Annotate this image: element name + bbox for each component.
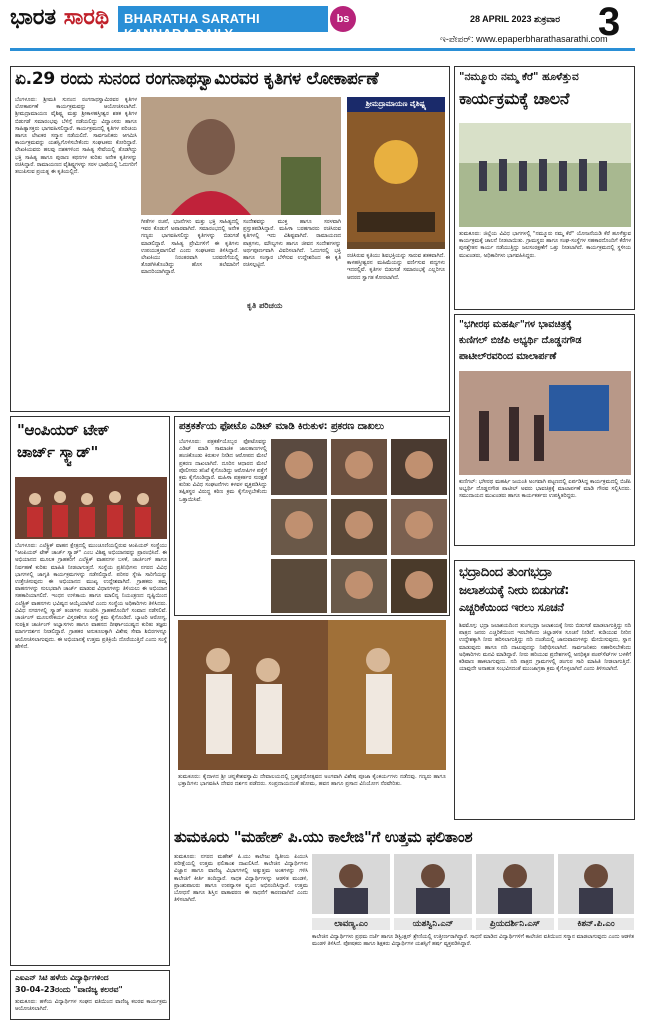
headline-line-2: ಕಾರ್ಯಕ್ರಮಕ್ಕೆ ಚಾಲನೆ — [459, 89, 570, 108]
article-bhagiratha — [454, 314, 635, 546]
article-body-col2: ಗೀತೆಗಳ ರಚನೆ, ಭಜನೆಗಳು ಮತ್ತು ಭಕ್ತಿ ಸಾಹಿತ್ಯದಲ್ಲಿ ಇವರ ಕೊಡುಗೆ ಅಪಾರವಾಗಿದೆ. ಸಮಾರಂಭದಲ್ಲಿ ಅನೇಕ ಗಣ್ಯರು ಭಾಗವಹಿಸಲಿದ್ದು ಕೃತಿಗಳನ್ನು ಬಿಡುಗಡೆ ಮಾಡಲಿದ್ದಾರೆ. ಸಾಹಿತ್ಯ ಪ್ರೇಮಿಗಳಿಗೆ ಈ ಕೃತಿಗಳು ಉಪಯುಕ್ತವಾಗಲಿವೆ ಎಂದು ಸಂಘಟಕರು ತಿಳಿಸಿದ್ದಾರೆ. ಲೇಖಕಿಯು ನಿರಂತರವಾಗಿ ಬರವಣಿಗೆಯಲ್ಲಿ ತೊಡಗಿಸಿಕೊಂಡಿದ್ದು ಹೊಸ ತಲೆಮಾರಿಗೆ ಮಾದರಿಯಾಗಿದ್ದಾರೆ. — [141, 219, 239, 276]
article-body: ತುಮಕೂರು: ನಗರದ ಮಹೇಶ್ ಪಿ.ಯು ಕಾಲೇಜು ದ್ವಿತೀಯ ಪಿಯುಸಿ ಪರೀಕ್ಷೆಯಲ್ಲಿ ಉತ್ತಮ ಫಲಿತಾಂಶ ದಾಖಲಿಸಿದೆ. ಕಾಲೇಜಿನ ವಿದ್ಯಾರ್ಥಿಗಳು ವಿಜ್ಞಾನ ಹಾಗೂ ವಾಣಿಜ್ಯ ವಿಭಾಗಗಳಲ್ಲಿ ಅತ್ಯುತ್ತಮ ಅಂಕಗಳನ್ನು ಗಳಿಸಿ ಕಾಲೇಜಿಗೆ ಕೀರ್ತಿ ತಂದಿದ್ದಾರೆ. ಸಾಧಕ ವಿದ್ಯಾರ್ಥಿಗಳನ್ನು ಆಡಳಿತ ಮಂಡಳಿ, ಪ್ರಾಂಶುಪಾಲರು ಹಾಗೂ ಉಪನ್ಯಾಸಕ ವೃಂದ ಅಭಿನಂದಿಸಿದ್ದಾರೆ. ಉತ್ತಮ ಬೋಧನೆ ಹಾಗೂ ಶಿಸ್ತಿನ ವಾತಾವರಣ ಈ ಸಾಧನೆಗೆ ಕಾರಣವಾಗಿದೆ ಎಂದು ತಿಳಿಸಲಾಗಿದೆ. — [174, 854, 308, 904]
article-body: ತುಮಕೂರು: ಹಳೆಯ ವಿದ್ಯಾರ್ಥಿಗಳ ಸಂಘದ ವತಿಯಿಂದ ವಾಣಿಜ್ಯ ಕಲರವ ಕಾರ್ಯಕ್ರಮ ಆಯೋಜಿಸಲಾಗಿದೆ. — [15, 999, 167, 1013]
crowd-graphic — [459, 123, 631, 227]
portrait-grid-graphic — [271, 439, 447, 613]
headline-line-1: ಭದ್ರಾದಿಂದ ತುಂಗಭದ್ರಾ — [459, 565, 553, 580]
results-body: ಕಾಲೇಜಿನ ವಿದ್ಯಾರ್ಥಿಗಳು ಪ್ರಥಮ ದರ್ಜೆ ಹಾಗೂ ಡಿಸ್ಟಿಂಕ್ಷನ್ ಶ್ರೇಣಿಯಲ್ಲಿ ಉತ್ತೀರ್ಣರಾಗಿದ್ದಾರೆ. ಸಾಧನೆ ಮಾಡಿದ ವಿದ್ಯಾರ್ಥಿಗಳಿಗೆ ಕಾಲೇಜಿನ ವತಿಯಿಂದ ಸನ್ಮಾನ ಮಾಡಲಾಗುವುದು ಎಂದು ಆಡಳಿತ ಮಂಡಳಿ ತಿಳಿಸಿದೆ. ಪೋಷಕರು ಹಾಗೂ ಶಿಕ್ಷಕರು ವಿದ್ಯಾರ್ಥಿಗಳ ಯಶಸ್ಸಿಗೆ ಹರ್ಷ ವ್ಯಕ್ತಪಡಿಸಿದ್ದಾರೆ. — [312, 934, 634, 948]
student-card — [476, 854, 554, 930]
subhead: ಕೃತಿ ಪರಿಚಯ — [247, 301, 283, 310]
author-photo — [141, 97, 341, 215]
article-body: ಬೆಂಗಳೂರು: ಎಲೆಕ್ಟ್ರಿಕ್ ವಾಹನ ಕ್ಷೇತ್ರದಲ್ಲಿ ಮುಂಚೂಣಿಯಲ್ಲಿರುವ ಆಂಪಿಯರ್ ಸಂಸ್ಥೆಯು "ಆಂಪಿಯರ್ ಟೇಕ್ ಚಾರ್ಜ್ ಸ್ಕ್ವಾಡ್" ಎಂಬ ವಿಶಿಷ್ಟ ಅಭಿಯಾನವನ್ನು ಪ್ರಾರಂಭಿಸಿದೆ. ಈ ಅಭಿಯಾನದ ಮೂಲಕ ಗ್ರಾಹಕರಿಗೆ ಎಲೆಕ್ಟ್ರಿಕ್ ವಾಹನಗಳ ಬಳಕೆ, ಚಾರ್ಜಿಂಗ್ ಹಾಗೂ ನಿರ್ವಹಣೆ ಕುರಿತು ಮಾಹಿತಿ ನೀಡಲಾಗುತ್ತದೆ. ಸಂಸ್ಥೆಯ ಪ್ರತಿನಿಧಿಗಳು ನಗರದ ವಿವಿಧ ಭಾಗಗಳಲ್ಲಿ ಜಾಗೃತಿ ಕಾರ್ಯಕ್ರಮಗಳನ್ನು ನಡೆಸಲಿದ್ದಾರೆ. ಪರಿಸರ ಸ್ನೇಹಿ ಸಾರಿಗೆಯನ್ನು ಉತ್ತೇಜಿಸುವುದು ಈ ಅಭಿಯಾನದ ಮುಖ್ಯ ಉದ್ದೇಶವಾಗಿದೆ. ಗ್ರಾಹಕರು ತಮ್ಮ ವಾಹನಗಳನ್ನು ಸುಲಭವಾಗಿ ಚಾರ್ಜ್ ಮಾಡುವ ವಿಧಾನಗಳನ್ನು ತಿಳಿಯಲು ಈ ಅಭಿಯಾನ ಸಹಕಾರಿಯಾಗಲಿದೆ. ಇಂಧನ ಉಳಿತಾಯ ಹಾಗೂ ಮಾಲಿನ್ಯ ನಿಯಂತ್ರಣದ ದೃಷ್ಟಿಯಿಂದ ಎಲೆಕ್ಟ್ರಿಕ್ ವಾಹನಗಳು ಭವಿಷ್ಯದ ಆಯ್ಕೆಯಾಗಿವೆ ಎಂದು ಸಂಸ್ಥೆಯ ಅಧಿಕಾರಿಗಳು ತಿಳಿಸಿದರು. ವಿವಿಧ ನಗರಗಳಲ್ಲಿ ಸ್ಕ್ವಾಡ್ ತಂಡಗಳು ಸಂಚರಿಸಿ ಗ್ರಾಹಕರೊಂದಿಗೆ ಸಂವಾದ ನಡೆಸಲಿವೆ. ಚಾರ್ಜಿಂಗ್ ಮೂಲಸೌಕರ್ಯ ವಿಸ್ತರಣೆಗೂ ಸಂಸ್ಥೆ ಕ್ರಮ ಕೈಗೊಂಡಿದೆ. ಬ್ಯಾಟರಿ ಆರೋಗ್ಯ, ಸುರಕ್ಷಿತ ಚಾರ್ಜಿಂಗ್ ಅಭ್ಯಾಸಗಳು ಹಾಗೂ ವಾಹನದ ದೀರ್ಘಾಯುಷ್ಯದ ಕುರಿತು ತಜ್ಞರು ಮಾರ್ಗದರ್ಶನ ನೀಡಲಿದ್ದಾರೆ. ಗ್ರಾಹಕರ ಅನುಕೂಲಕ್ಕಾಗಿ ವಿಶೇಷ ಸೇವಾ ಶಿಬಿರಗಳನ್ನೂ ಆಯೋಜಿಸಲಾಗುವುದು. ಈ ಅಭಿಯಾನಕ್ಕೆ ಉತ್ತಮ ಪ್ರತಿಕ್ರಿಯೆ ದೊರೆಯುತ್ತಿದೆ ಎಂದು ಸಂಸ್ಥೆ ಹೇಳಿದೆ. — [15, 543, 167, 650]
temple-graphic — [178, 620, 446, 770]
student-photo — [394, 854, 472, 914]
headline-line-1: ಎಐಎನ್ ಸಿಟಿ ಹಳೆಯ ವಿದ್ಯಾರ್ಥಿಗಳಿಂದ — [15, 973, 109, 982]
student-photo — [476, 854, 554, 914]
garlanding-photo — [459, 371, 631, 475]
article-body: ತುಮಕೂರು: ಜಿಲ್ಲೆಯ ವಿವಿಧ ಭಾಗಗಳಲ್ಲಿ "ನಮ್ಮೂರು ನಮ್ಮ ಕೆರೆ" ಯೋಜನೆಯಡಿ ಕೆರೆ ಹೂಳೆತ್ತುವ ಕಾರ್ಯಕ್ರಮಕ್ಕೆ ಚಾಲನೆ ನೀಡಲಾಯಿತು. ಗ್ರಾಮಸ್ಥರು ಹಾಗೂ ಸಂಘ-ಸಂಸ್ಥೆಗಳ ಸಹಕಾರದೊಂದಿಗೆ ಕೆರೆಗಳ ಪುನಶ್ಚೇತನ ಕಾರ್ಯ ನಡೆಯುತ್ತಿದ್ದು ಜಲಸಂರಕ್ಷಣೆಗೆ ಒತ್ತು ನೀಡಲಾಗಿದೆ. ಕಾರ್ಯಕ್ರಮದಲ್ಲಿ ಸ್ಥಳೀಯ ಮುಖಂಡರು, ಅಧಿಕಾರಿಗಳು ಭಾಗವಹಿಸಿದ್ದರು. — [459, 231, 631, 259]
article-body: ಬೆಂಗಳೂರು: ಪತ್ರಕರ್ತೆಯೊಬ್ಬರ ಫೋಟೊವನ್ನು ಎಡಿಟ್ ಮಾಡಿ ಸಾಮಾಜಿಕ ಜಾಲತಾಣಗಳಲ್ಲಿ ಹಂಚಿಕೊಂಡು ಕಿರುಕುಳ ನೀಡಿದ ಆರೋಪದ ಮೇಲೆ ಪ್ರಕರಣ ದಾಖಲಾಗಿದೆ. ದೂರಿನ ಆಧಾರದ ಮೇಲೆ ಪೊಲೀಸರು ತನಿಖೆ ಕೈಗೊಂಡಿದ್ದು ಆರೋಪಿಗಳ ಪತ್ತೆಗೆ ಕ್ರಮ ಕೈಗೊಂಡಿದ್ದಾರೆ. ಮಹಿಳಾ ಪತ್ರಕರ್ತರ ಸುರಕ್ಷತೆ ಕುರಿತು ವಿವಿಧ ಸಂಘಟನೆಗಳು ಕಳವಳ ವ್ಯಕ್ತಪಡಿಸಿದ್ದು ತಪ್ಪಿತಸ್ಥರ ವಿರುದ್ಧ ಕಠಿಣ ಕ್ರಮ ಕೈಗೊಳ್ಳಬೇಕೆಂದು ಒತ್ತಾಯಿಸಿವೆ. — [179, 439, 267, 503]
article-lake-cleaning — [454, 66, 635, 310]
author-photo-graphic — [141, 97, 341, 215]
student-photo — [312, 854, 390, 914]
student-card — [394, 854, 472, 930]
article-journalist-case — [174, 416, 450, 616]
headline-line-2: ಚಾರ್ಜ್ ಸ್ಕ್ವಾಡ್" — [17, 443, 98, 461]
headline-line-1: "ನಮ್ಮೂರು ನಮ್ಮ ಕೆರೆ" ಹೂಳೆತ್ತುವ — [459, 71, 579, 83]
article-dam-water-release — [454, 560, 635, 820]
student-photo — [558, 854, 634, 914]
student-name: ಪ್ರಿಯದರ್ಶಿನಿ.ಎಸ್ — [476, 918, 554, 930]
brand-banner: BHARATHA SARATHI KANNADA DAILY — [118, 6, 328, 32]
student-card — [312, 854, 390, 930]
article-book-release — [10, 66, 450, 412]
headline-line-1: "ಭಗೀರಥ ಮಹರ್ಷಿ"ಗಳ ಭಾವಚಿತ್ರಕ್ಕೆ — [459, 319, 572, 330]
article-commerce-event — [10, 970, 170, 1020]
book-cover — [347, 97, 445, 249]
article-body: ಕುಣಿಗಲ್: ಭಗೀರಥ ಮಹರ್ಷಿ ಜಯಂತಿ ಅಂಗವಾಗಿ ಪಟ್ಟಣದಲ್ಲಿ ಏರ್ಪಡಿಸಿದ್ದ ಕಾರ್ಯಕ್ರಮದಲ್ಲಿ ಬಿಜೆಪಿ ಅಭ್ಯರ್ಥಿ ದೊಡ್ಡನಗೌಡ ಪಾಟೀಲ್ ಅವರು ಭಾವಚಿತ್ರಕ್ಕೆ ಮಾಲಾರ್ಪಣೆ ಮಾಡಿ ಗೌರವ ಸಲ್ಲಿಸಿದರು. ಸಮುದಾಯದ ಮುಖಂಡರು ಹಾಗೂ ಕಾರ್ಯಕರ್ತರು ಉಪಸ್ಥಿತರಿದ್ದರು. — [459, 479, 631, 500]
accused-photo-grid — [271, 439, 447, 613]
headline: ಏ.29 ರಂದು ಸುನಂದ ರಂಗನಾಥಸ್ವಾಮಿರವರ ಕೃತಿಗಳ ಲೋಕಾರ್ಪಣೆ — [15, 69, 379, 89]
book-illustration — [347, 112, 445, 242]
temple-ceremony-photo — [178, 620, 446, 770]
headline-line-2: ಕುಣಿಗಲ್ ಬಿಜೆಪಿ ಅಭ್ಯರ್ಥಿ ದೊಡ್ಡನಗೌಡ — [459, 335, 582, 346]
article-body: ಶಿವಮೊಗ್ಗ: ಭದ್ರಾ ಜಲಾಶಯದಿಂದ ತುಂಗಭದ್ರಾ ಜಲಾಶಯಕ್ಕೆ ನೀರು ಬಿಡುಗಡೆ ಮಾಡಲಾಗುತ್ತಿದ್ದು ನದಿ ಪಾತ್ರದ ಜನರು ಎಚ್ಚರಿಕೆಯಿಂದ ಇರಬೇಕೆಂದು ಜಿಲ್ಲಾಡಳಿತ ಸೂಚನೆ ನೀಡಿದೆ. ಕುಡಿಯುವ ನೀರಿನ ಉದ್ದೇಶಕ್ಕಾಗಿ ನೀರು ಹರಿಸಲಾಗುತ್ತಿದ್ದು ನದಿ ದಂಡೆಯಲ್ಲಿ ಜಾನುವಾರುಗಳನ್ನು ಮೇಯಿಸುವುದು, ಸ್ನಾನ ಮಾಡುವುದು ಹಾಗೂ ನದಿ ದಾಟುವುದನ್ನು ನಿಷೇಧಿಸಲಾಗಿದೆ. ಸಾರ್ವಜನಿಕರು ಸಹಕರಿಸಬೇಕೆಂದು ಅಧಿಕಾರಿಗಳು ಮನವಿ ಮಾಡಿದ್ದಾರೆ. ನೀರು ಹರಿಯುವ ಪ್ರದೇಶಗಳಲ್ಲಿ ಅನಧಿಕೃತ ಪಂಪ್‌ಸೆಟ್‌ಗಳ ಬಳಕೆಗೆ ಕಡಿವಾಣ ಹಾಕಲಾಗುವುದು. ನದಿ ಪಾತ್ರದ ಗ್ರಾಮಗಳಲ್ಲಿ ಡಂಗುರ ಸಾರಿ ಮಾಹಿತಿ ನೀಡಲಾಗುತ್ತಿದೆ. ಯಾವುದೇ ಅನಾಹುತ ಸಂಭವಿಸದಂತೆ ಮುಂಜಾಗ್ರತಾ ಕ್ರಮ ಕೈಗೊಳ್ಳಲಾಗಿದೆ ಎಂದು ತಿಳಿಸಲಾಗಿದೆ. — [459, 623, 631, 673]
ceremony-graphic — [459, 371, 631, 475]
headline: ಪತ್ರಕರ್ತೆಯ ಫೋಟೊ ಎಡಿಟ್ ಮಾಡಿ ಕಿರುಕುಳ: ಪ್ರಕರಣ ದಾಖಲು — [179, 421, 385, 432]
headline: ತುಮಕೂರು "ಮಹೇಶ್ ಪಿ.ಯು ಕಾಲೇಜಿ"ಗೆ ಉತ್ತಮ ಫಲಿತಾಂಶ — [174, 828, 473, 846]
headline-line-3: ಪಾಟೀಲ್‌ರವರಿಂದ ಮಾಲಾರ್ಪಣೆ — [459, 351, 557, 362]
student-card — [558, 854, 634, 930]
article-body-col4: ರಚಿಸಿರುವ ಕೃತಿಯು ಶಿವಭಕ್ತಿಯನ್ನು ಸಾರುವ ಶತಕವಾಗಿದೆ. ಕಾಳಹಸ್ತೀಶ್ವರನ ಮಹಿಮೆಯನ್ನು ವರ್ಣಿಸುವ ಪದ್ಯಗಳು ಇದರಲ್ಲಿವೆ. ಕೃತಿಗಳ ಬಿಡುಗಡೆ ಸಮಾರಂಭಕ್ಕೆ ಎಲ್ಲರಿಗೂ ಆದರದ ಸ್ವಾಗತ ಕೋರಲಾಗಿದೆ. — [347, 253, 445, 281]
student-name: ಲಾವಣ್ಯ.ಎಂ — [312, 918, 390, 930]
headline-line-1: "ಆಂಪಿಯರ್ ಟೇಕ್ — [17, 421, 110, 439]
student-photo-row — [312, 854, 634, 1018]
student-name: ಯಶಸ್ವಿನಿ.ಎನ್ — [394, 918, 472, 930]
headline-line-2: ಜಲಾಶಯಕ್ಕೆ ನೀರು ಬಿಡುಗಡೆ: — [459, 583, 569, 597]
lake-event-photo — [459, 123, 631, 227]
masthead — [0, 0, 645, 58]
newspaper-logo: ಭಾರತ ಸಾರಥಿ — [10, 4, 110, 30]
brand-badge-icon: bs — [330, 6, 356, 32]
article-body: ಬೆಂಗಳೂರು: ಶ್ರೀಮತಿ ಸುನಂದ ರಂಗನಾಥಸ್ವಾಮಿರವರ ಕೃತಿಗಳ ಲೋಕಾರ್ಪಣೆ ಕಾರ್ಯಕ್ರಮವನ್ನು ಆಯೋಜಿಸಲಾಗಿದೆ. ಶ್ರೀಮದ್ರಾಮಾಯಣ ವೈಶಿಷ್ಟ್ಯ ಮತ್ತು ಶ್ರೀಕಾಳಹಸ್ತೀಶ್ವರ ಶತಕ ಕೃತಿಗಳ ಬಿಡುಗಡೆ ಸಮಾರಂಭವು ಬೆಳಿಗ್ಗೆ ನಡೆಯಲಿದ್ದು ವಿದ್ವಾಂಸರು ಹಾಗೂ ಸಾಹಿತ್ಯಾಸಕ್ತರು ಭಾಗವಹಿಸಲಿದ್ದಾರೆ. ಕಾರ್ಯಕ್ರಮದಲ್ಲಿ ಕೃತಿಗಳ ಪರಿಚಯ ಹಾಗೂ ಲೇಖಕರ ಸನ್ಮಾನ ನಡೆಯಲಿದೆ. ಸಾರ್ವಜನಿಕರು ಆಗಮಿಸಿ ಕಾರ್ಯಕ್ರಮವನ್ನು ಯಶಸ್ವಿಗೊಳಿಸಬೇಕೆಂದು ಸಂಘಟಕರು ಕೋರಿದ್ದಾರೆ. ಲೇಖಕಿಯವರು ಹಲವು ದಶಕಗಳಿಂದ ಸಾಹಿತ್ಯ ಸೇವೆಯಲ್ಲಿ ತೊಡಗಿದ್ದು ಭಕ್ತಿ ಸಾಹಿತ್ಯ ಹಾಗೂ ಪುರಾಣ ಕಥನಗಳ ಕುರಿತು ಅನೇಕ ಕೃತಿಗಳನ್ನು ರಚಿಸಿದ್ದಾರೆ. ರಾಮಾಯಣದ ವೈಶಿಷ್ಟ್ಯಗಳನ್ನು ಸರಳ ಭಾಷೆಯಲ್ಲಿ ಓದುಗರಿಗೆ ತಲುಪಿಸುವ ಪ್ರಯತ್ನ ಈ ಕೃತಿಯಲ್ಲಿದೆ. — [15, 97, 137, 176]
squad-photo — [15, 477, 167, 539]
masthead-rule — [10, 48, 635, 51]
article-ampere-squad — [10, 416, 170, 966]
squad-graphic — [15, 477, 167, 539]
issue-date: 28 APRIL 2023 ಶುಕ್ರವಾರ — [470, 14, 560, 24]
book-title: ಶ್ರೀಮದ್ರಾಮಾಯಣ ವೈಶಿಷ್ಟ್ಯ — [347, 97, 445, 112]
epaper-url: ಇ-ಪೇಪರ್: www.epaperbharathasarathi.com — [440, 34, 608, 44]
page-number: 3 — [598, 0, 621, 44]
headline-line-3: ಎಚ್ಚರಿಕೆಯಿಂದ ಇರಲು ಸೂಚನೆ — [459, 601, 564, 614]
temple-caption: ತುಮಕೂರು: ಕೈದಾಳದ ಶ್ರೀ ಚನ್ನಕೇಶವಸ್ವಾಮಿ ದೇವಾಲಯದಲ್ಲಿ ಬ್ರಹ್ಮರಥೋತ್ಸವದ ಅಂಗವಾಗಿ ವಿಶೇಷ ಪೂಜಾ ಕೈಂಕರ್ಯಗಳು ನಡೆದವು. ಗಣ್ಯರು ಹಾಗೂ ಭಕ್ತಾದಿಗಳು ಭಾಗವಹಿಸಿ ದೇವರ ದರ್ಶನ ಪಡೆದರು. ಸಂಪ್ರದಾಯದಂತೆ ಹೋಮ, ಹವನ ಹಾಗೂ ಪ್ರಸಾದ ವಿನಿಯೋಗ ನೆರವೇರಿತು. — [178, 774, 446, 788]
headline-line-2: 30-04-23ರಂದು "ವಾಣಿಜ್ಯ ಕಲರವ" — [15, 985, 123, 994]
article-college-results — [174, 828, 635, 1020]
article-body-col3: ಸಂದೇಶವನ್ನು ಮುಕ್ತ ಹಾಗೂ ಸರಳವಾಗಿ ಪ್ರಸ್ತುತಪಡಿಸಿದ್ದಾರೆ. ಮಹಿಳಾ ಬರಹಗಾರರು ರಚಿಸಿರುವ ಕೃತಿಗಳಲ್ಲಿ ಇದು ವಿಶಿಷ್ಟವಾಗಿದೆ. ರಾಮಾಯಣದ ಪಾತ್ರಗಳು, ಮೌಲ್ಯಗಳು ಹಾಗೂ ಜೀವನ ಸಂದೇಶಗಳನ್ನು ಅರ್ಥಪೂರ್ಣವಾಗಿ ವಿವರಿಸಲಾಗಿದೆ. ಓದುಗರಲ್ಲಿ ಭಕ್ತಿ ಹಾಗೂ ಸಂಸ್ಕಾರ ಬೆಳೆಸುವ ಉದ್ದೇಶದಿಂದ ಈ ಕೃತಿ ರಚಿಸಲ್ಪಟ್ಟಿದೆ. — [243, 219, 341, 269]
student-name: ಕಿಶನ್.ಪಿ.ಎಂ — [558, 918, 634, 930]
